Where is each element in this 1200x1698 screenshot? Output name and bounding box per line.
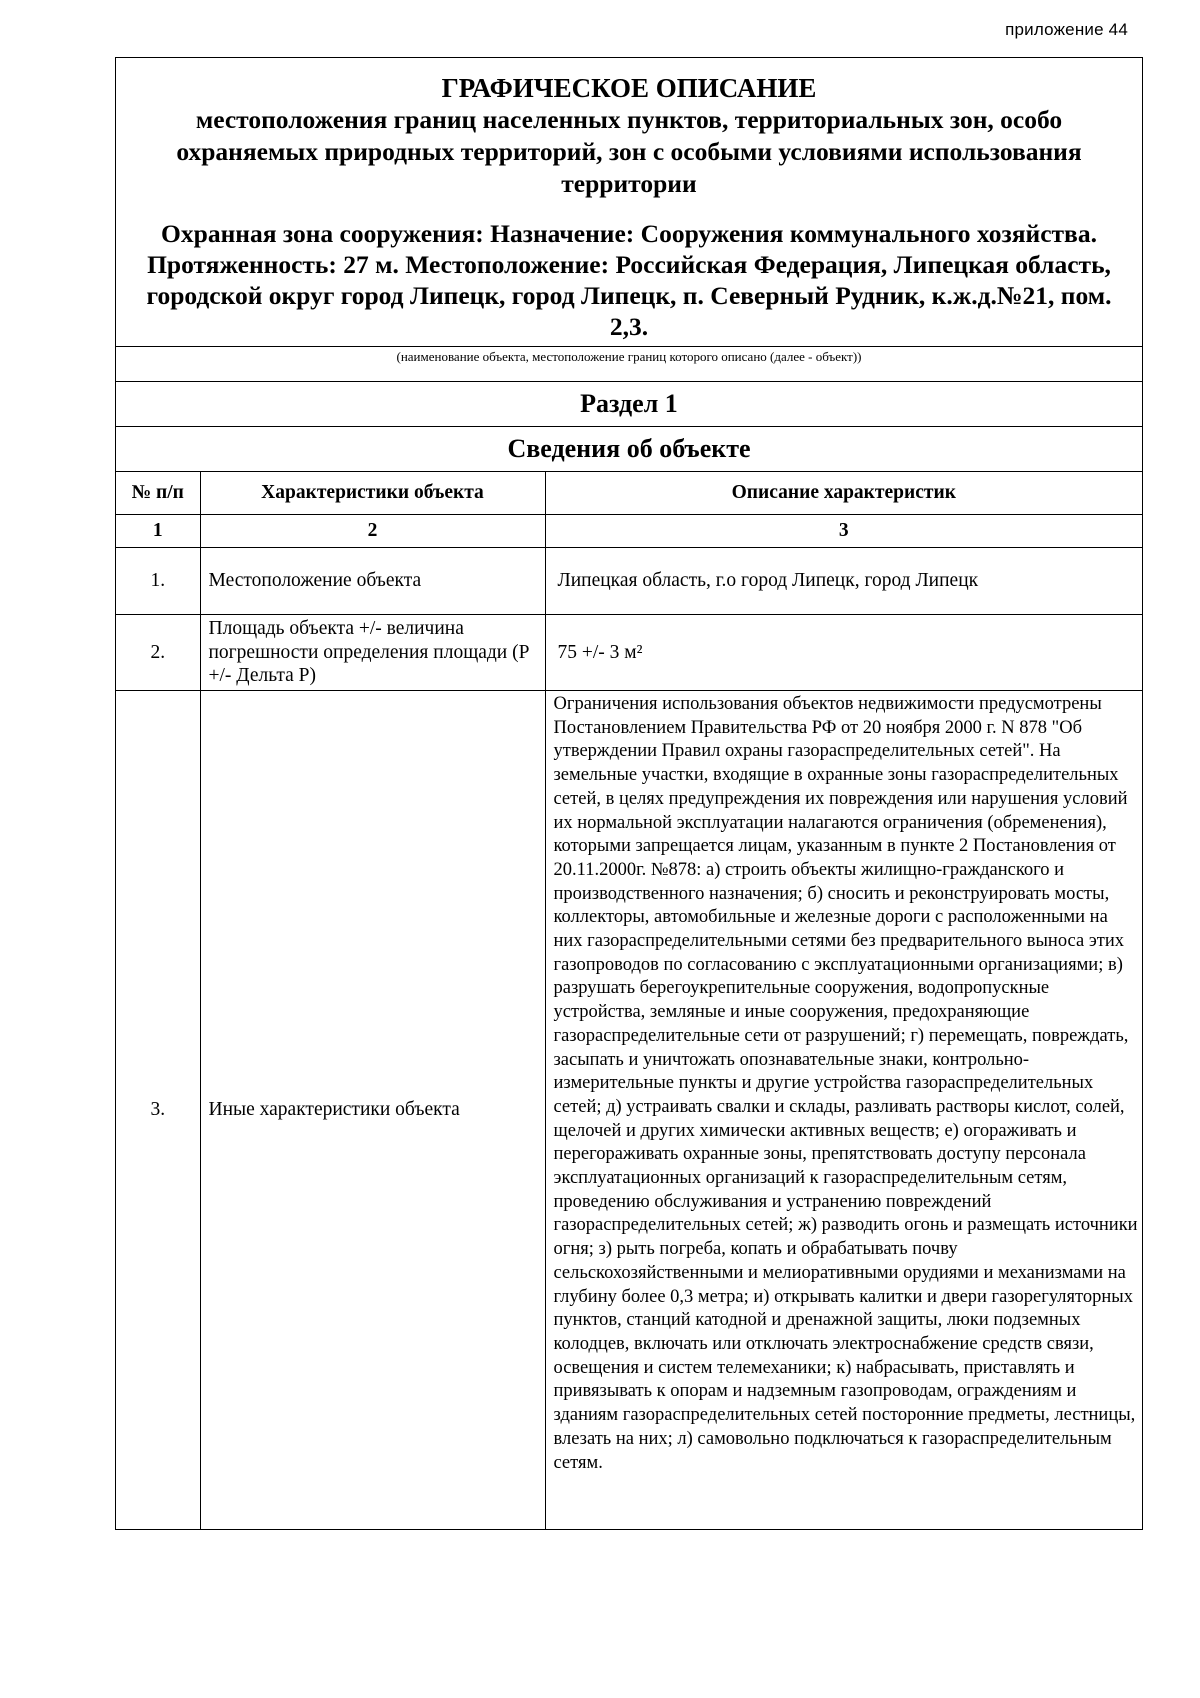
- row-characteristic: Местоположение объекта: [200, 548, 545, 615]
- row-description: Ограничения использования объектов недвижимости предусмотрены Постановлением Правительства РФ от 20 ноября 2000 г. N 878 "Об утверждении Правил охраны газораспределительных сетей". На земельные участки, входящие в охранные зоны газораспределительных сетей, в целях предупреждения их повреждения или нарушения условий их нормальной эксплуатации налагаются ограничения (обременения), которыми запрещается лицам, указанным в пункте 2 Постановления от 20.11.2000г. №878: а) строить объекты жилищно-гражданского и производственного назначения; б) сносить и реконструировать мосты, коллекторы, автомобильные и железные дороги с расположенными на них газораспределительными сетями без предварительного выноса этих газопроводов по согласованию с эксплуатационными организациями; в) разрушать берегоукрепительные сооружения, водопропускные устройства, земляные и иные сооружения, предохраняющие газораспределительные сети от разрушений; г) перемещать, повреждать, засыпать и уничтожать опознавательные знаки, контрольно-измерительные пункты и другие устройства газораспределительных сетей; д) устраивать свалки и склады, разливать растворы кислот, солей, щелочей и других химически активных веществ; е) огораживать и перегораживать охранные зоны, препятствовать доступу персонала эксплуатационных организаций к газораспределительным сетям, проведению обслуживания и устранению повреждений газораспределительных сетей; ж) разводить огонь и размещать источники огня; з) рыть погреба, копать и обрабатывать почву сельскохозяйственными и мелиоративными орудиями и механизмами на глубину более 0,3 метра; и) открывать калитки и двери газорегуляторных пунктов, станций катодной и дренажной защиты, люки подземных колодцев, включать или отключать электроснабжение средств связи, освещения и систем телемеханики; к) набрасывать, приставлять и привязывать к опорам и надземным газопроводам, ограждениям и зданиям газораспределительных сетей посторонние предметы, лестницы, влезать на них; л) самовольно подключаться к газораспределительным сетям.: [545, 691, 1142, 1529]
- table-header-row: [116, 472, 1142, 515]
- object-caption: (наименование объекта, местоположение границ которого описано (далее - объект)): [116, 346, 1142, 381]
- object-name: Охранная зона сооружения: Назначение: Сооружения коммунального хозяйства. Протяженность: 27 м. Местоположение: Российская Федерация, Липецкая область, городской округ город Липецк, город Липецк, п. Северный Рудник, к.ж.д.№21, пом. 2,3.: [146, 219, 1112, 341]
- row-number: 2.: [116, 615, 200, 691]
- document-subtitle: местоположения границ населенных пунктов, территориальных зон, особо охраняемых природных территорий, зон с особыми условиями использования территории: [176, 105, 1082, 198]
- header-characteristic: Характеристики объекта: [200, 472, 545, 515]
- document-frame: [115, 57, 1143, 1530]
- row-number: 1.: [116, 548, 200, 615]
- row-description: Липецкая область, г.о город Липецк, город Липецк: [545, 548, 1142, 615]
- document-title: ГРАФИЧЕСКОЕ ОПИСАНИЕ: [441, 73, 817, 103]
- column-number-1: 1: [116, 515, 200, 548]
- table-row: [116, 548, 1142, 615]
- column-number-row: [116, 515, 1142, 548]
- row-characteristic: Иные характеристики объекта: [200, 691, 545, 1529]
- column-number-2: 2: [200, 515, 545, 548]
- header-number: № п/п: [116, 472, 200, 515]
- row-number: 3.: [116, 691, 200, 1529]
- row-description: 75 +/- 3 м²: [545, 615, 1142, 691]
- appendix-label: приложение 44: [1005, 20, 1128, 39]
- column-number-3: 3: [545, 515, 1142, 548]
- object-info-table: [116, 471, 1142, 1529]
- section-subtitle: Сведения об объекте: [116, 426, 1142, 471]
- header-description: Описание характеристик: [545, 472, 1142, 515]
- row-characteristic: Площадь объекта +/- величина погрешности определения площади (Р +/- Дельта Р): [200, 615, 545, 691]
- table-row: [116, 691, 1142, 1529]
- document-header: [116, 58, 1142, 342]
- table-row: [116, 615, 1142, 691]
- section-title: Раздел 1: [116, 381, 1142, 426]
